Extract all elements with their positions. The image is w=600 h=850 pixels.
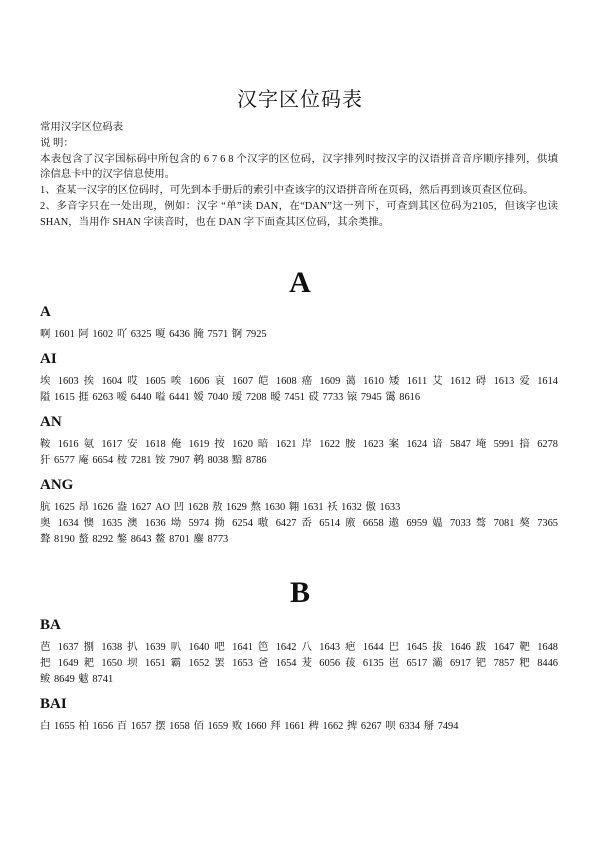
code-row: 鲅 8649 魃 8741: [40, 674, 114, 685]
note-label: 说 明：: [40, 137, 74, 149]
code-row: 芭 1637 捌 1638 扒 1639 叭 1640 吧 1641 笆 1642 八 1643 疤 1644 巴 1645 拔 1646 跋 1647 靶 1648: [40, 642, 558, 653]
intro-line: 1、查某一汉字的区位码时，可先到本手册后的索引中查该字的汉语拼音所在页码，然后再到该页查区位码。: [40, 185, 534, 197]
code-row: 鞍 1616 氨 1617 安 1618 俺 1619 按 1620 暗 1621 岸 1622 胺 1623 案 1624 谙 5847 埯 5991 揞 6278: [40, 439, 558, 450]
page-title: 汉字区位码表: [237, 89, 363, 111]
section-heading: AN: [40, 414, 62, 430]
code-row: 奥 1634 懊 1635 澳 1636 坳 5974 拗 6254 嗷 6427 岙 6514 廒 6658 遨 6959 媪 7033 骜 7081 獒 7365: [40, 518, 558, 529]
section-ang: [40, 475, 558, 548]
section-heading: A: [40, 304, 51, 320]
code-row: 啊 1601 阿 1602 吖 6325 嗄 6436 腌 7571 锕 7925: [40, 329, 267, 340]
intro-line: SHAN，当用作 SHAN 字读音时，也在 DAN 字下面查其区位码，其余类推。: [40, 216, 390, 228]
letter-divider-b: B: [289, 576, 310, 609]
intro-line: 2、多音字只在一处出现，例如：汉字 “单”读 DAN，在“DAN”这一列下，可查到其区位码为2105，但该字也读: [40, 200, 558, 212]
code-row: 白 1655 柏 1656 百 1657 摆 1658 佰 1659 败 1660 拜 1661 稗 1662 捭 6267 呗 6334 掰 7494: [40, 721, 459, 732]
intro-block: [40, 120, 558, 231]
section-a: [40, 302, 558, 343]
section-ai: [40, 349, 558, 406]
section-heading: AI: [40, 351, 57, 367]
intro-line: 本表包含了汉字国标码中所包含的 6 7 6 8 个汉字的区位码，汉字排列时按汉字的汉语拼音音序顺序排列，供填: [40, 153, 558, 165]
intro-line: 涂信息卡中的汉字信息使用。: [40, 169, 176, 181]
code-row: 肮 1625 昂 1626 盎 1627 AO 凹 1628 敖 1629 熬 1630 翱 1631 袄 1632 傲 1633: [40, 502, 401, 513]
section-an: [40, 412, 558, 469]
section-heading: BA: [40, 617, 61, 633]
letter-group-b: [40, 615, 558, 735]
letter-group-a: [40, 302, 558, 548]
section-bai: [40, 694, 558, 735]
subtitle: 常用汉字区位码表: [40, 122, 124, 133]
code-row: 聱 8190 螯 8292 鏊 8643 鳌 8701 鏖 8773: [40, 534, 229, 545]
code-row: 埃 1603 挨 1604 哎 1605 唉 1606 哀 1607 皑 1608 癌 1609 蔼 1610 矮 1611 艾 1612 碍 1613 爱 1614: [40, 376, 558, 387]
section-heading: ANG: [40, 477, 74, 493]
code-row: 把 1649 耙 1650 坝 1651 霸 1652 罢 1653 爸 1654 茇 6056 菝 6135 岜 6517 灞 6917 钯 7857 粑 8446: [40, 658, 558, 669]
code-row: 犴 6577 庵 6654 桉 7281 铵 7907 鹌 8038 黯 8786: [40, 455, 267, 466]
section-ba: [40, 615, 558, 688]
letter-divider-a: A: [289, 266, 311, 299]
section-heading: BAI: [40, 696, 67, 712]
code-row: 隘 1615 捱 6263 嗳 6440 嗌 6441 嫒 7040 瑷 7208 暧 7451 砹 7733 锿 7945 霭 8616: [40, 392, 421, 403]
